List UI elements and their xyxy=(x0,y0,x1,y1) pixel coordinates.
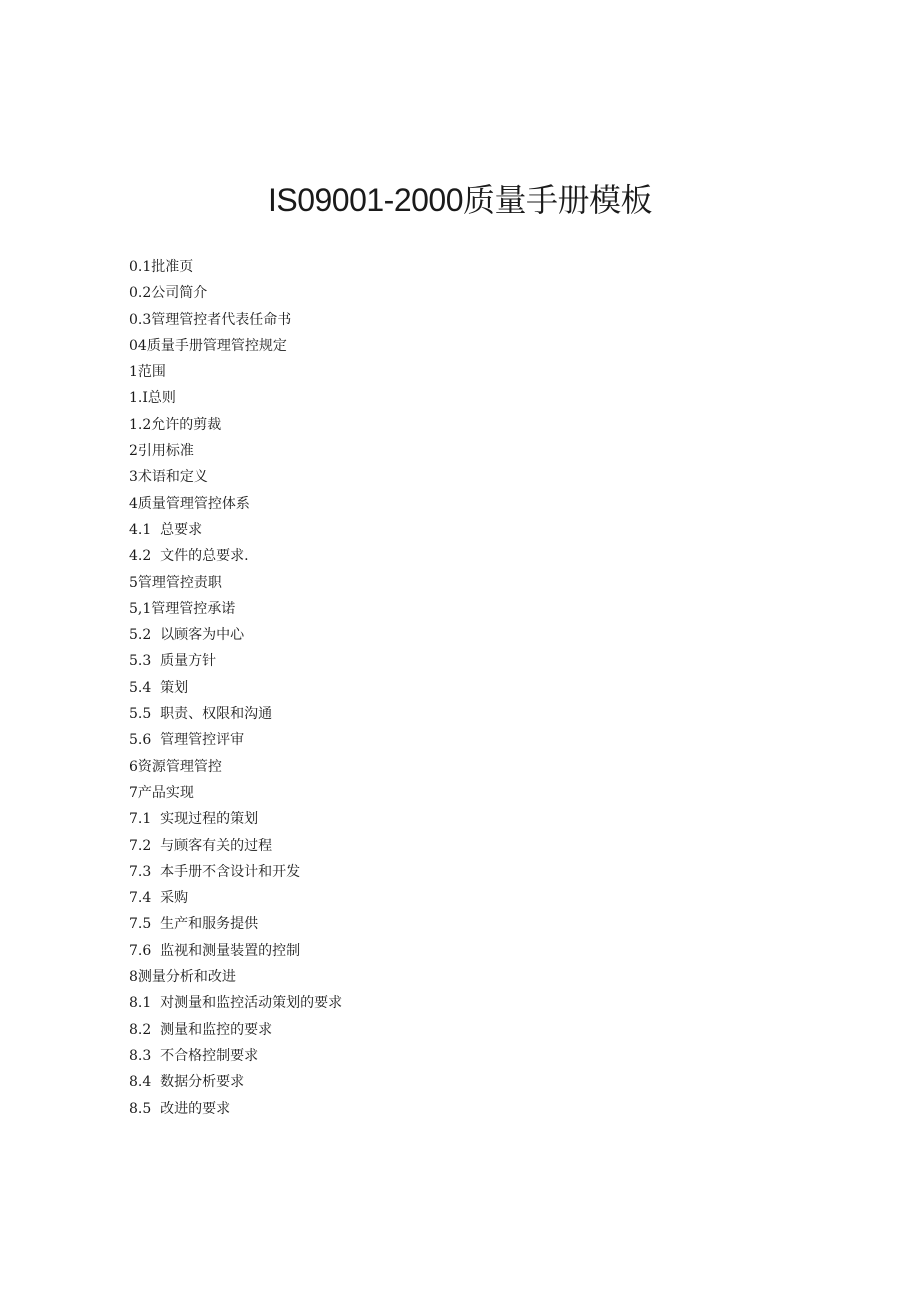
table-of-contents xyxy=(129,254,342,1122)
toc-item: 8.1 对测量和监控活动策划的要求 xyxy=(129,995,343,1012)
toc-item: 2引用标准 xyxy=(129,443,194,460)
document-title: IS09001-2000质量手册模板 xyxy=(267,182,653,218)
toc-item: 8.3 不合格控制要求 xyxy=(129,1047,259,1064)
toc-item: 1范围 xyxy=(129,364,166,381)
toc-item: 4.2 文件的总要求. xyxy=(129,548,249,565)
toc-item: 5,1管理管控承诺 xyxy=(129,600,236,617)
toc-item: 04质量手册管理管控规定 xyxy=(129,337,287,354)
toc-item: 0.2公司简介 xyxy=(129,285,208,302)
toc-item: 7.2 与顾客有关的过程 xyxy=(129,837,273,854)
toc-item: 0.3管理管控者代表任命书 xyxy=(129,311,292,328)
toc-item: 7.5 生产和服务提供 xyxy=(129,916,259,933)
toc-item: 0.1批准页 xyxy=(129,259,194,275)
toc-item: 3术语和定义 xyxy=(129,469,208,486)
toc-item: 5.2 以顾客为中心 xyxy=(129,627,245,644)
toc-item: 5.6 管理管控评审 xyxy=(129,732,245,749)
toc-item: 5.3 质量方针 xyxy=(129,653,217,670)
toc-item: 7.6 监视和测量装置的控制 xyxy=(129,942,301,959)
toc-item: 4质量管理管控体系 xyxy=(129,495,250,512)
toc-item: 4.1 总要求 xyxy=(129,521,203,538)
toc-item: 1.I总则 xyxy=(129,390,176,407)
toc-item: 5.5 职责、权限和沟通 xyxy=(129,706,273,723)
toc-item: 8.2 测量和监控的要求 xyxy=(129,1021,273,1038)
toc-item: 5管理管控责职 xyxy=(129,574,222,591)
toc-item: 1.2允许的剪裁 xyxy=(129,416,222,433)
toc-item: 7.1 实现过程的策划 xyxy=(129,811,259,828)
toc-item: 7.4 采购 xyxy=(129,890,189,907)
toc-item: 6资源管理管控 xyxy=(129,758,222,775)
toc-item: 7.3 本手册不含设计和开发 xyxy=(129,863,301,880)
toc-item: 5.4 策划 xyxy=(129,679,189,696)
toc-item: 8.4 数据分析要求 xyxy=(129,1074,245,1091)
toc-item: 8测量分析和改进 xyxy=(129,969,236,986)
toc-item: 7产品实现 xyxy=(129,784,194,801)
toc-item: 8.5 改进的要求 xyxy=(129,1100,231,1117)
